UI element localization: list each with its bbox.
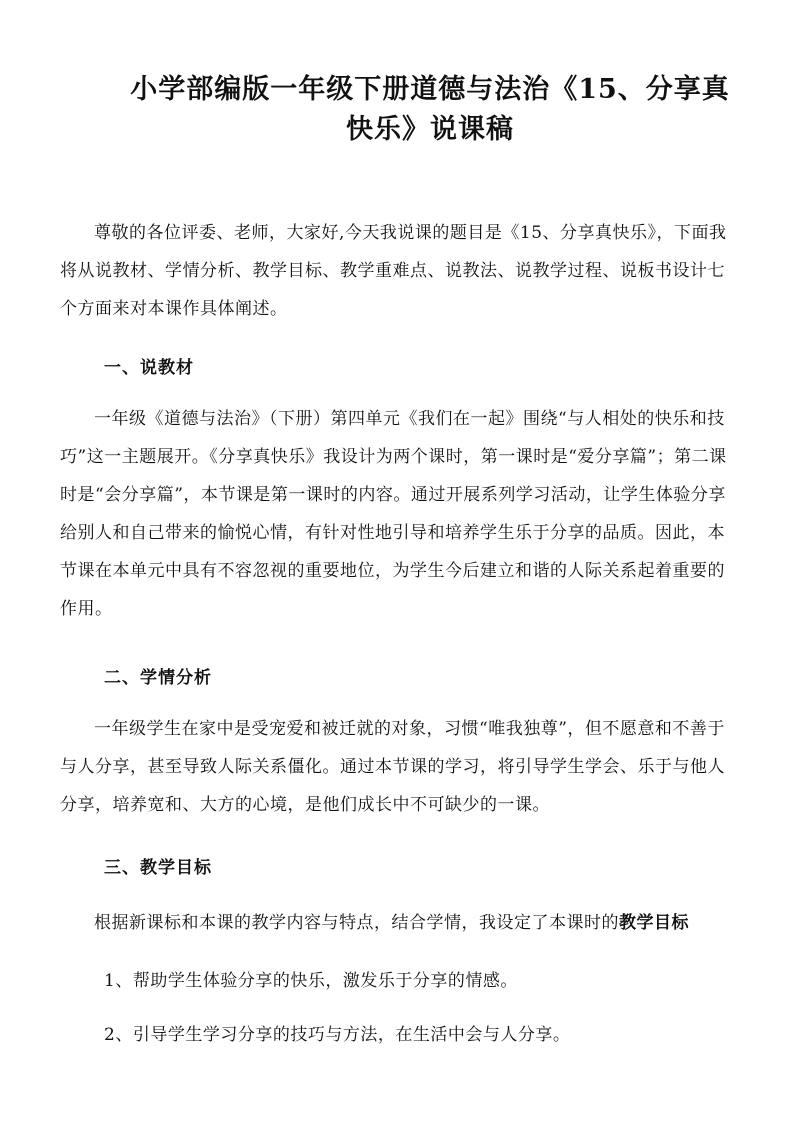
section-2-paragraph: 一年级学生在家中是受宠爱和被迁就的对象，习惯“唯我独尊”，但不愿意和不善于与人分享，甚至导致人际关系僵化。通过本节课的学习，将引导学生学会、乐于与他人分享，培养宽和、大方的心境，是他们成长中不可缺少的一课。 [60, 719, 725, 815]
section-2-heading: 二、学情分析 [104, 668, 212, 688]
section-3-heading: 三、教学目标 [104, 858, 212, 878]
intro-paragraph: 尊敬的各位评委、老师，大家好,今天我说课的题目是《15、分享真快乐》，下面我将从说教材、学情分析、教学目标、教学重难点、说教法、说教学过程、说板书设计七个方面来对本课作具体阐述。 [60, 223, 727, 319]
section-3-lead [60, 904, 740, 942]
goal-2: 2、引导学生学习分享的技巧与方法，在生活中会与人分享。 [104, 1025, 571, 1045]
title-line-2: 快乐》说课稿 [346, 114, 514, 145]
section-1-paragraph: 一年级《道德与法治》（下册）第四单元《我们在一起》围绕“与人相处的快乐和技巧”这一主题展开。《分享真快乐》我设计为两个课时，第一课时是“爱分享篇”；第二课时是“会分享篇”，本节课是第一课时的内容。通过开展系列学习活动，让学生体验分享给别人和自己带来的愉悦心情，有针对性地引导和培养学生乐于分享的品质。因此，本节课在本单元中具有不容忽视的重要地位，为学生今后建立和谐的人际关系起着重要的作用。 [60, 409, 727, 619]
section-3-lead-text: 根据新课标和本课的教学内容与特点，结合学情，我设定了本课时的 [94, 913, 619, 933]
section-3-lead-bold: 教学目标 [619, 913, 689, 933]
document-title [100, 70, 760, 150]
section-1-heading: 一、说教材 [104, 358, 194, 378]
title-line-1: 小学部编版一年级下册道德与法治《15、分享真 [130, 74, 730, 105]
goal-1: 1、帮助学生体验分享的快乐，激发乐于分享的情感。 [104, 971, 518, 991]
